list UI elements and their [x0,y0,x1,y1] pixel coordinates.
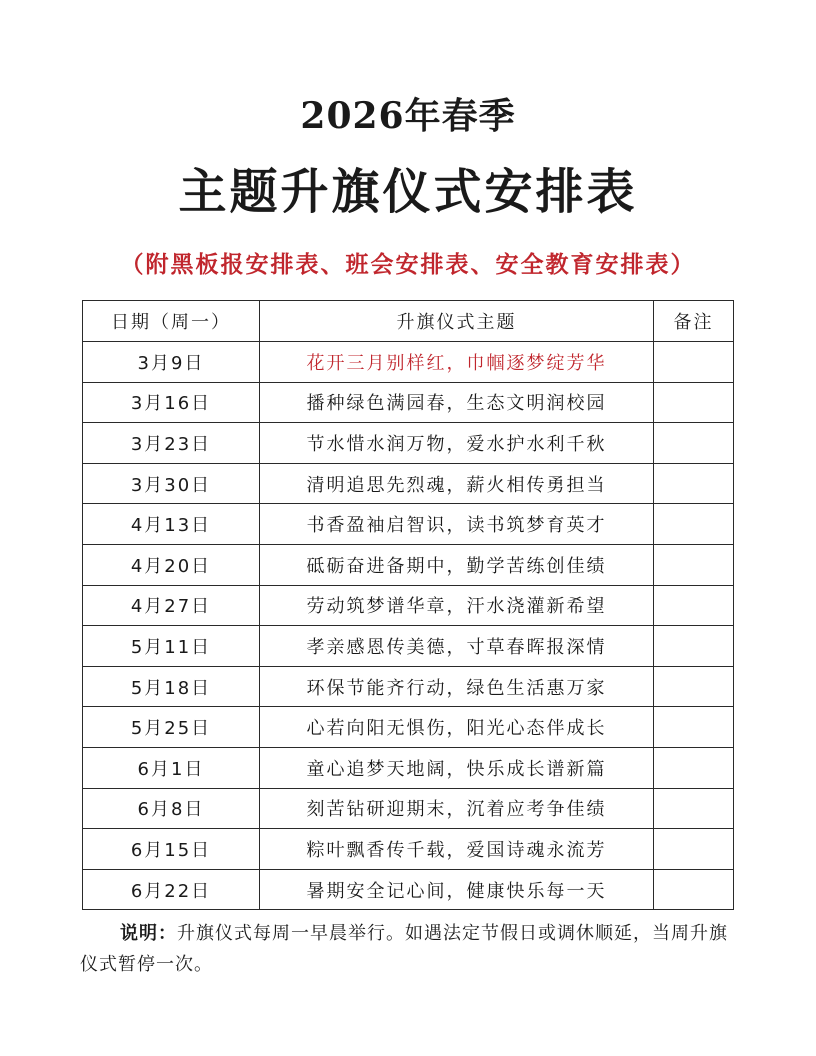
date-cell: 3月30日 [83,463,260,504]
table-row [83,423,734,464]
note-cell [654,788,734,829]
date-cell: 6月22日 [83,869,260,910]
date-cell: 4月27日 [83,585,260,626]
note-cell [654,342,734,383]
theme-cell: 粽叶飘香传千载，爱国诗魂永流芳 [260,829,654,870]
date-cell: 6月1日 [83,747,260,788]
explanation-note [80,918,740,980]
date-cell: 3月23日 [83,423,260,464]
table-row [83,504,734,545]
table-row [83,585,734,626]
table-row [83,788,734,829]
table-row [83,829,734,870]
theme-cell: 孝亲感恩传美德，寸草春晖报深情 [260,626,654,667]
table-row [83,626,734,667]
date-cell: 5月11日 [83,626,260,667]
date-cell: 4月13日 [83,504,260,545]
page-subtitle: （附黑板报安排表、班会安排表、安全教育安排表） [120,251,696,278]
date-cell: 6月15日 [83,829,260,870]
date-cell: 3月16日 [83,382,260,423]
page-title: 主题升旗仪式安排表 [178,164,638,220]
theme-cell: 暑期安全记心间，健康快乐每一天 [260,869,654,910]
theme-cell: 劳动筑梦谱华章，汗水浇灌新希望 [260,585,654,626]
table-row [83,869,734,910]
theme-cell: 清明追思先烈魂，薪火相传勇担当 [260,463,654,504]
note-cell [654,504,734,545]
date-cell: 5月25日 [83,707,260,748]
date-cell: 6月8日 [83,788,260,829]
table-row [83,463,734,504]
year-title: 2026年春季 [300,95,516,137]
theme-cell: 心若向阳无惧伤，阳光心态伴成长 [260,707,654,748]
column-header-note: 备注 [654,301,734,342]
theme-cell: 童心追梦天地阔，快乐成长谱新篇 [260,747,654,788]
note-cell [654,747,734,788]
table-row [83,342,734,383]
theme-cell: 刻苦钻研迎期末，沉着应考争佳绩 [260,788,654,829]
table-row [83,544,734,585]
table-header-row [83,301,734,342]
theme-cell: 砥砺奋进备期中，勤学苦练创佳绩 [260,544,654,585]
theme-cell: 花开三月别样红，巾帼逐梦绽芳华 [260,342,654,383]
theme-cell: 环保节能齐行动，绿色生活惠万家 [260,666,654,707]
theme-cell: 书香盈袖启智识，读书筑梦育英才 [260,504,654,545]
note-cell [654,382,734,423]
note-cell [654,707,734,748]
note-cell [654,463,734,504]
theme-cell: 节水惜水润万物，爱水护水利千秋 [260,423,654,464]
column-header-theme: 升旗仪式主题 [260,301,654,342]
table-row [83,747,734,788]
theme-cell: 播种绿色满园春，生态文明润校园 [260,382,654,423]
table-header [83,301,734,342]
note-cell [654,423,734,464]
table-row [83,707,734,748]
date-cell: 3月9日 [83,342,260,383]
date-cell: 4月20日 [83,544,260,585]
schedule-table [82,300,734,910]
explanation-label: 说明： [120,923,177,944]
date-cell: 5月18日 [83,666,260,707]
explanation-text: 升旗仪式每周一早晨举行。如遇法定节假日或调休顺延，当周升旗仪式暂停一次。 [80,923,728,975]
note-cell [654,585,734,626]
note-cell [654,544,734,585]
note-cell [654,626,734,667]
table-body [83,342,734,910]
table-row [83,382,734,423]
note-cell [654,829,734,870]
note-cell [654,869,734,910]
table-row [83,666,734,707]
note-cell [654,666,734,707]
column-header-date: 日期（周一） [83,301,260,342]
